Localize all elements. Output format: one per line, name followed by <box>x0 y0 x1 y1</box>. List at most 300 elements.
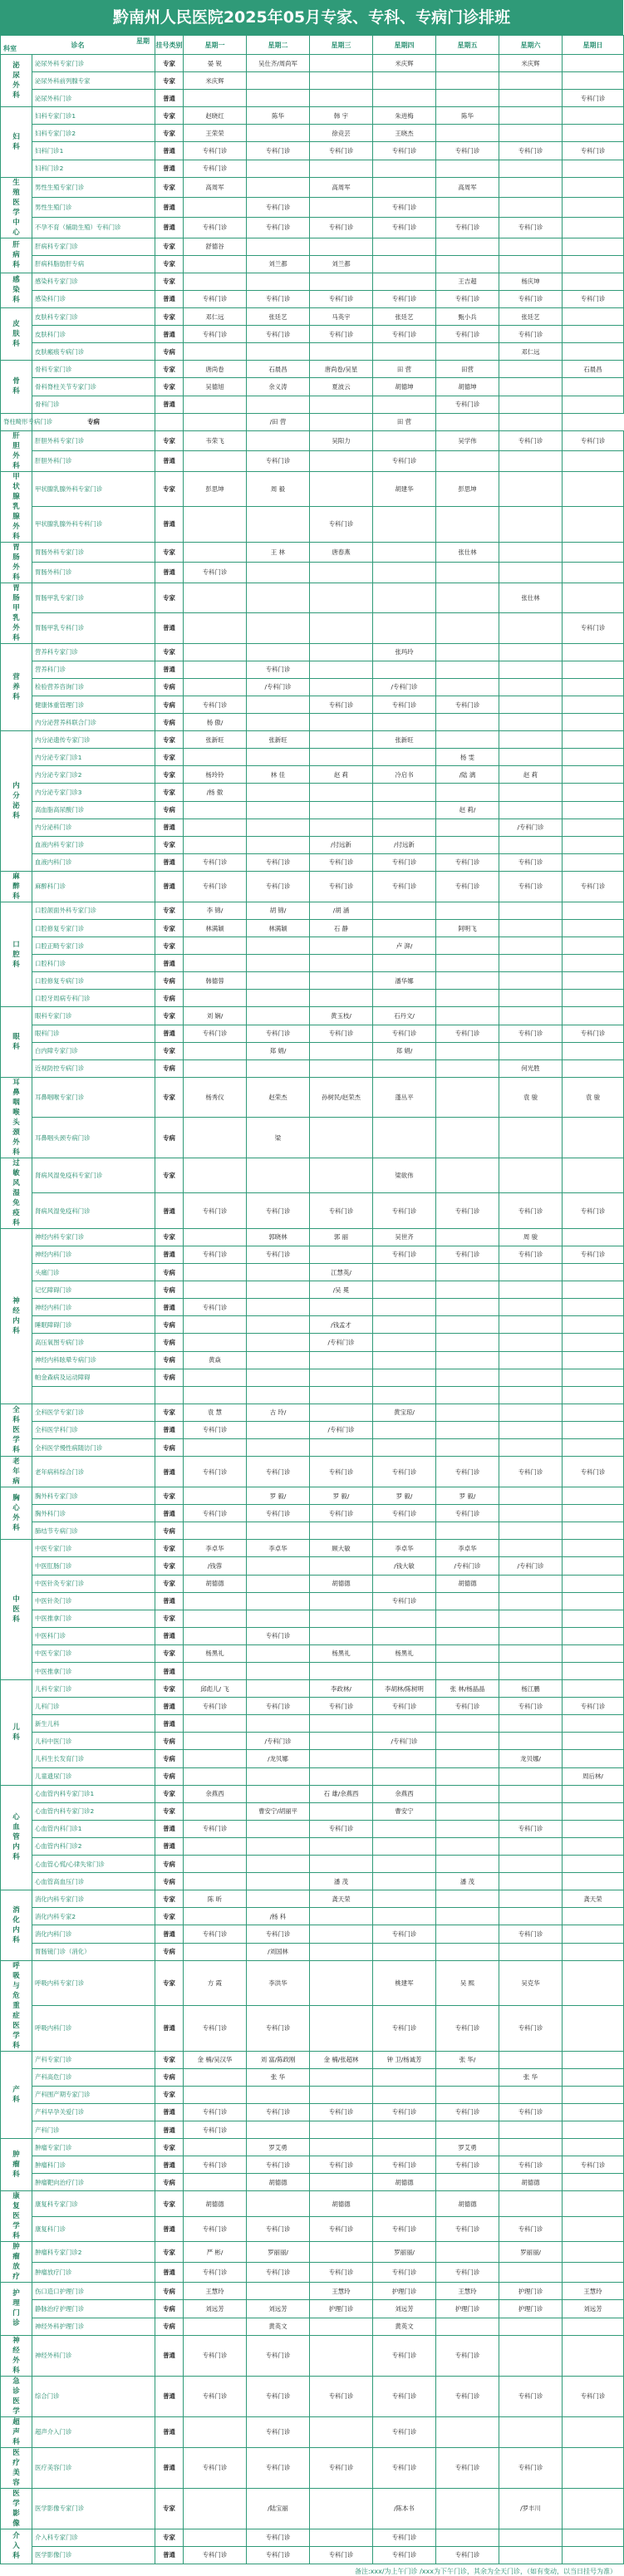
schedule-cell: 专科门诊 <box>247 142 310 160</box>
schedule-cell <box>436 1118 499 1158</box>
schedule-cell: 专科门诊 <box>373 871 436 902</box>
clinic-name: 内分泌营养科联合门诊 <box>32 714 155 731</box>
table-row <box>1 2156 624 2174</box>
schedule-cell <box>563 160 624 177</box>
clinic-name: 新生儿科 <box>32 1715 155 1733</box>
schedule-cell: 余燕西 <box>373 1785 436 1802</box>
table-row <box>1 1522 624 1540</box>
dept-cell <box>1 1457 32 1487</box>
schedule-cell: 江慧英/ <box>310 1264 373 1281</box>
table-row <box>1 542 624 563</box>
schedule-cell: 专科门诊 <box>436 2262 499 2283</box>
schedule-cell <box>310 1592 373 1610</box>
registration-type: 普通 <box>155 819 184 836</box>
schedule-cell: 唐尚卷 <box>184 361 247 378</box>
schedule-cell: 专科门诊 <box>373 2416 436 2447</box>
schedule-cell <box>436 990 499 1007</box>
schedule-cell <box>373 1316 436 1334</box>
registration-type: 专病 <box>155 2318 184 2335</box>
schedule-cell <box>436 1077 499 1118</box>
table-row <box>1 107 624 125</box>
registration-type: 专家 <box>155 1540 184 1557</box>
schedule-cell <box>184 507 247 543</box>
schedule-cell <box>563 836 624 853</box>
schedule-cell: 古 玲/ <box>247 1404 310 1421</box>
schedule-cell <box>436 836 499 853</box>
registration-type: 专家 <box>155 1404 184 1421</box>
clinic-name: 心血管内科门诊1 <box>32 1820 155 1837</box>
schedule-cell <box>499 72 563 90</box>
schedule-cell: 罗艾勇 <box>247 2139 310 2156</box>
schedule-cell: /吴 冕 <box>310 1281 373 1299</box>
registration-type: 普通 <box>155 2156 184 2174</box>
schedule-cell: 专科门诊 <box>184 2006 247 2052</box>
schedule-cell <box>436 1404 499 1421</box>
dept-label: 骨科 <box>12 377 20 396</box>
schedule-cell: 专科门诊 <box>436 290 499 307</box>
table-row <box>1 308 624 326</box>
clinic-name: 麻醉科门诊 <box>32 871 155 902</box>
schedule-cell: 专科门诊 <box>436 696 499 713</box>
schedule-cell: 邓仁远 <box>499 343 563 361</box>
schedule-cell: 专科门诊 <box>563 1193 624 1229</box>
schedule-cell <box>563 1837 624 1855</box>
schedule-cell: 专科门诊 <box>373 2156 436 2174</box>
schedule-cell <box>247 1610 310 1627</box>
schedule-cell <box>563 1118 624 1158</box>
schedule-cell: 邓仁远 <box>184 308 247 326</box>
schedule-cell <box>373 1837 436 1855</box>
table-row <box>1 1264 624 1281</box>
schedule-cell <box>499 1663 563 1680</box>
schedule-cell: 专科门诊 <box>247 451 310 472</box>
schedule-cell: 罗丽丽/ <box>373 2242 436 2263</box>
clinic-name: 胃肠甲乳专家门诊 <box>32 583 155 613</box>
schedule-cell: 罗 毅/ <box>247 1487 310 1505</box>
schedule-cell: 黄焱 <box>184 1351 247 1369</box>
schedule-cell <box>563 396 624 413</box>
registration-type: 专家 <box>155 1680 184 1698</box>
schedule-cell <box>563 2051 624 2068</box>
schedule-cell <box>563 2086 624 2103</box>
schedule-cell <box>310 1369 373 1386</box>
schedule-cell <box>184 1837 247 1855</box>
schedule-cell: 马英宇 <box>310 308 373 326</box>
table-row <box>1 696 624 713</box>
schedule-cell <box>436 1663 499 1680</box>
schedule-cell <box>247 784 310 801</box>
schedule-cell: 王 林 <box>247 542 310 563</box>
schedule-cell <box>563 920 624 937</box>
dept-label: 泌尿外科 <box>12 61 20 101</box>
schedule-cell <box>499 1438 563 1456</box>
schedule-cell <box>563 378 624 396</box>
registration-type: 专病 <box>155 1264 184 1281</box>
schedule-cell: 专科门诊 <box>247 2529 310 2546</box>
schedule-cell: 专科门诊 <box>184 1925 247 1943</box>
schedule-cell <box>499 1369 563 1386</box>
schedule-cell <box>563 1351 624 1369</box>
schedule-cell <box>499 1644 563 1662</box>
schedule-cell: 专科门诊 <box>436 1457 499 1487</box>
dept-label: 皮肤科 <box>12 320 20 349</box>
table-row <box>1 972 624 990</box>
schedule-cell <box>247 937 310 955</box>
schedule-cell: 专科门诊 <box>373 2529 436 2546</box>
schedule-cell <box>436 55 499 72</box>
schedule-cell <box>373 990 436 1007</box>
table-row <box>1 177 624 197</box>
schedule-cell <box>247 801 310 819</box>
clinic-name: 眼科专家门诊 <box>32 1007 155 1025</box>
schedule-cell: 专科门诊 <box>247 2262 310 2283</box>
schedule-cell: 专科门诊 <box>563 613 624 644</box>
schedule-cell: 专科门诊 <box>373 2447 436 2488</box>
table-row <box>1 2335 624 2376</box>
table-row <box>1 2006 624 2052</box>
registration-type: 专家 <box>155 55 184 72</box>
schedule-cell <box>184 451 247 472</box>
schedule-cell: 专科门诊 <box>499 871 563 902</box>
schedule-cell: 专科门诊 <box>436 2006 499 2052</box>
registration-type: 普通 <box>155 2447 184 2488</box>
schedule-cell <box>436 125 499 142</box>
schedule-cell <box>247 507 310 543</box>
table-row <box>1 1351 624 1369</box>
schedule-cell <box>563 714 624 731</box>
registration-type: 专病 <box>155 714 184 731</box>
schedule-cell <box>436 1767 499 1785</box>
table-row <box>1 218 624 238</box>
schedule-cell <box>247 1421 310 1438</box>
schedule-cell <box>310 2416 373 2447</box>
schedule-cell <box>499 177 563 197</box>
schedule-cell: 专科门诊 <box>184 853 247 871</box>
schedule-cell <box>563 583 624 613</box>
schedule-cell: 专科门诊 <box>499 2376 563 2416</box>
schedule-cell: 专科门诊 <box>436 2216 499 2242</box>
schedule-cell <box>563 1228 624 1246</box>
schedule-cell: 吴阳力 <box>310 430 373 451</box>
schedule-cell <box>563 955 624 972</box>
schedule-cell <box>563 1042 624 1059</box>
schedule-cell <box>436 1369 499 1386</box>
schedule-cell <box>563 2546 624 2564</box>
schedule-cell: 赵荣杰 <box>247 1077 310 1118</box>
schedule-cell <box>310 714 373 731</box>
schedule-cell: 专科门诊 <box>310 2216 373 2242</box>
schedule-cell <box>499 714 563 731</box>
schedule-cell <box>499 1802 563 1820</box>
dept-label: 医疗美容 <box>12 2448 20 2487</box>
schedule-cell <box>373 160 436 177</box>
schedule-cell: 米庆辉 <box>499 55 563 72</box>
schedule-cell <box>373 542 436 563</box>
schedule-cell <box>563 1943 624 1960</box>
registration-type: 专家 <box>155 1908 184 1925</box>
schedule-cell: 专科门诊 <box>373 1505 436 1522</box>
schedule-cell: 专科门诊 <box>184 2121 247 2138</box>
registration-type: 专病 <box>155 1522 184 1540</box>
schedule-cell: 专科门诊 <box>184 218 247 238</box>
schedule-cell <box>247 1820 310 1837</box>
schedule-cell: 专科门诊 <box>373 2546 436 2564</box>
schedule-cell: 郑 娟/ <box>373 1042 436 1059</box>
schedule-cell <box>563 2262 624 2283</box>
schedule-cell <box>563 2318 624 2335</box>
schedule-cell <box>310 1960 373 2006</box>
schedule-cell: 专科门诊 <box>436 2335 499 2376</box>
schedule-cell: 胡德德 <box>499 2174 563 2191</box>
schedule-cell <box>499 451 563 472</box>
registration-type: 普通 <box>155 1715 184 1733</box>
registration-type: 专家 <box>155 1610 184 1627</box>
schedule-cell: 专科门诊 <box>184 1193 247 1229</box>
schedule-cell <box>184 678 247 696</box>
table-row <box>1 1487 624 1505</box>
schedule-cell: /付远新 <box>373 836 436 853</box>
schedule-cell <box>310 1118 373 1158</box>
table-row <box>1 55 624 72</box>
schedule-cell: 高周军 <box>436 177 499 197</box>
table-row <box>1 1042 624 1059</box>
table-row <box>1 507 624 543</box>
schedule-cell <box>310 1404 373 1421</box>
schedule-cell <box>184 1281 247 1299</box>
registration-type: 专病 <box>155 678 184 696</box>
schedule-cell <box>563 238 624 255</box>
table-row <box>1 2174 624 2191</box>
registration-type: 专家 <box>155 1575 184 1592</box>
schedule-cell <box>310 1837 373 1855</box>
schedule-cell: 专科门诊 <box>184 1505 247 1522</box>
schedule-cell <box>436 1820 499 1837</box>
schedule-cell <box>310 1943 373 1960</box>
dept-cell <box>1 583 32 643</box>
schedule-cell <box>373 1369 436 1386</box>
schedule-cell <box>373 2086 436 2103</box>
schedule-cell: 专科门诊 <box>563 142 624 160</box>
schedule-cell <box>373 920 436 937</box>
schedule-cell: 胡德德 <box>184 2191 247 2217</box>
schedule-cell <box>247 1281 310 1299</box>
registration-type: 普通 <box>155 955 184 972</box>
schedule-cell: 专科门诊 <box>373 142 436 160</box>
schedule-cell <box>563 2191 624 2217</box>
schedule-cell <box>563 1264 624 1281</box>
schedule-cell: 专科门诊 <box>436 853 499 871</box>
schedule-cell: 专科门诊 <box>499 2447 563 2488</box>
dept-cell <box>1 1960 32 2051</box>
schedule-cell: 刘 富/陈政刚 <box>247 2051 310 2068</box>
dept-cell <box>1 273 32 307</box>
schedule-cell <box>247 1890 310 1908</box>
registration-type: 专病 <box>155 1767 184 1785</box>
schedule-cell: 邱彪儿/ 飞 <box>184 1680 247 1698</box>
clinic-name: 产科专家门诊 <box>32 2051 155 2068</box>
schedule-cell <box>436 160 499 177</box>
schedule-cell <box>436 1733 499 1750</box>
schedule-cell <box>184 2488 247 2529</box>
table-row <box>1 613 624 644</box>
schedule-cell <box>436 643 499 661</box>
schedule-cell: 专科门诊 <box>184 2376 247 2416</box>
clinic-name: 肿瘤放疗门诊 <box>32 2262 155 2283</box>
schedule-cell: 张新旺 <box>184 731 247 749</box>
schedule-cell: 专科门诊 <box>499 2006 563 2052</box>
schedule-cell: 专科门诊 <box>184 696 247 713</box>
schedule-cell <box>499 1007 563 1025</box>
schedule-cell: 专科门诊 <box>184 2335 247 2376</box>
schedule-cell: 专科门诊 <box>310 142 373 160</box>
clinic-name: 皮肤科专家门诊 <box>32 308 155 326</box>
registration-type: 普通 <box>155 142 184 160</box>
schedule-cell <box>184 1733 247 1750</box>
schedule-cell <box>436 413 499 430</box>
schedule-cell <box>247 990 310 1007</box>
schedule-cell <box>436 72 499 90</box>
schedule-cell <box>563 1856 624 1873</box>
schedule-cell <box>499 990 563 1007</box>
registration-type: 专病 <box>32 413 155 430</box>
table-row <box>1 661 624 678</box>
schedule-cell: 专科门诊 <box>184 2262 247 2283</box>
schedule-cell: 专科门诊 <box>310 853 373 871</box>
schedule-cell: 专科门诊 <box>247 197 310 217</box>
schedule-cell <box>563 937 624 955</box>
clinic-name: 脊柱畸形专病门诊 <box>1 413 32 430</box>
schedule-cell: 专科门诊 <box>184 871 247 902</box>
table-row <box>1 1575 624 1592</box>
schedule-cell <box>373 801 436 819</box>
clinic-name: 综合门诊 <box>32 2376 155 2416</box>
schedule-cell: 专科门诊 <box>499 2103 563 2121</box>
registration-type: 专家 <box>155 937 184 955</box>
table-row <box>1 1557 624 1575</box>
schedule-cell: 金 楠/吴汉华 <box>184 2051 247 2068</box>
registration-type: 普通 <box>155 1421 184 1438</box>
schedule-cell: 张 华 <box>247 2068 310 2086</box>
schedule-cell: 王慧玲 <box>310 2283 373 2300</box>
schedule-cell <box>563 902 624 919</box>
schedule-cell: 高周军 <box>184 177 247 197</box>
schedule-cell <box>499 784 563 801</box>
clinic-name: 中医科门诊 <box>32 1627 155 1644</box>
clinic-name: 帕金森病及运动障碍 <box>32 1369 155 1386</box>
schedule-cell <box>499 937 563 955</box>
schedule-cell <box>310 90 373 107</box>
table-row <box>1 902 624 919</box>
schedule-cell <box>436 1522 499 1540</box>
schedule-cell: 韩 宇 <box>310 107 373 125</box>
schedule-cell <box>499 1610 563 1627</box>
registration-type: 普通 <box>155 2416 184 2447</box>
schedule-cell: 石丹文/ <box>373 1007 436 1025</box>
registration-type: 专家 <box>155 766 184 784</box>
table-row <box>1 801 624 819</box>
schedule-cell: /专科门诊 <box>373 678 436 696</box>
schedule-cell <box>436 972 499 990</box>
schedule-cell: /专科门诊 <box>310 1421 373 1438</box>
schedule-cell <box>436 902 499 919</box>
schedule-cell <box>373 2191 436 2217</box>
clinic-name: 神经外科护理门诊 <box>32 2318 155 2335</box>
schedule-cell: 余燕西 <box>184 1785 247 1802</box>
schedule-cell <box>499 1264 563 1281</box>
schedule-cell: 石 静 <box>310 920 373 937</box>
clinic-name: 感染科门诊 <box>32 290 155 307</box>
table-row <box>1 396 624 413</box>
schedule-cell: 田 营 <box>373 413 436 430</box>
table-row <box>1 920 624 937</box>
clinic-name: 泌尿外科专家门诊 <box>32 55 155 72</box>
clinic-name: 口腔颌面外科专家门诊 <box>32 902 155 919</box>
schedule-cell <box>499 1487 563 1505</box>
clinic-name: 超声介入门诊 <box>32 2416 155 2447</box>
schedule-cell <box>184 273 247 290</box>
table-row <box>1 871 624 902</box>
schedule-cell <box>563 1873 624 1890</box>
clinic-name: 高血脂高尿酸门诊 <box>32 801 155 819</box>
schedule-cell: 专科门诊 <box>499 326 563 343</box>
schedule-cell: 专科门诊 <box>436 218 499 238</box>
dept-label: 妇科 <box>12 132 20 151</box>
registration-type: 普通 <box>155 326 184 343</box>
schedule-cell: 张仕林 <box>499 583 563 613</box>
schedule-cell <box>247 1592 310 1610</box>
registration-type: 专病 <box>155 1281 184 1299</box>
schedule-cell: 专科门诊 <box>436 1505 499 1522</box>
table-row <box>1 2262 624 2283</box>
schedule-cell <box>499 902 563 919</box>
schedule-cell <box>247 714 310 731</box>
schedule-cell <box>499 1351 563 1369</box>
schedule-cell: 专科门诊 <box>247 2546 310 2564</box>
registration-type: 专家 <box>155 308 184 326</box>
registration-type: 普通 <box>155 871 184 902</box>
schedule-cell <box>310 1802 373 1820</box>
schedule-cell: 专科门诊 <box>499 1820 563 1837</box>
schedule-cell <box>184 937 247 955</box>
registration-type: 专家 <box>155 177 184 197</box>
schedule-cell <box>499 238 563 255</box>
schedule-cell: 徐竞芸 <box>310 125 373 142</box>
dept-label: 口腔科 <box>12 940 20 969</box>
clinic-name: 神经内科门诊 <box>32 1299 155 1316</box>
schedule-cell <box>436 238 499 255</box>
schedule-cell: 专科门诊 <box>563 871 624 902</box>
registration-type: 专家 <box>155 1487 184 1505</box>
table-row <box>1 2121 624 2138</box>
clinic-name: 胸外科专家门诊 <box>32 1487 155 1505</box>
clinic-name: 皮肤科门诊 <box>32 326 155 343</box>
schedule-cell: 杨黑礼 <box>373 1644 436 1662</box>
schedule-cell: 专科门诊 <box>247 661 310 678</box>
dept-cell <box>1 2191 32 2242</box>
schedule-cell <box>436 1007 499 1025</box>
registration-type: 专家 <box>155 643 184 661</box>
schedule-cell: /专科门诊 <box>499 819 563 836</box>
schedule-cell <box>310 1610 373 1627</box>
schedule-cell <box>310 396 373 413</box>
schedule-cell <box>436 1438 499 1456</box>
schedule-cell <box>373 583 436 613</box>
schedule-cell <box>373 1386 436 1404</box>
schedule-cell: 黄英文 <box>373 2318 436 2335</box>
schedule-cell: 专科门诊 <box>499 430 563 451</box>
schedule-cell: 专科门诊 <box>247 1698 310 1715</box>
schedule-cell: /田 营 <box>247 413 310 430</box>
